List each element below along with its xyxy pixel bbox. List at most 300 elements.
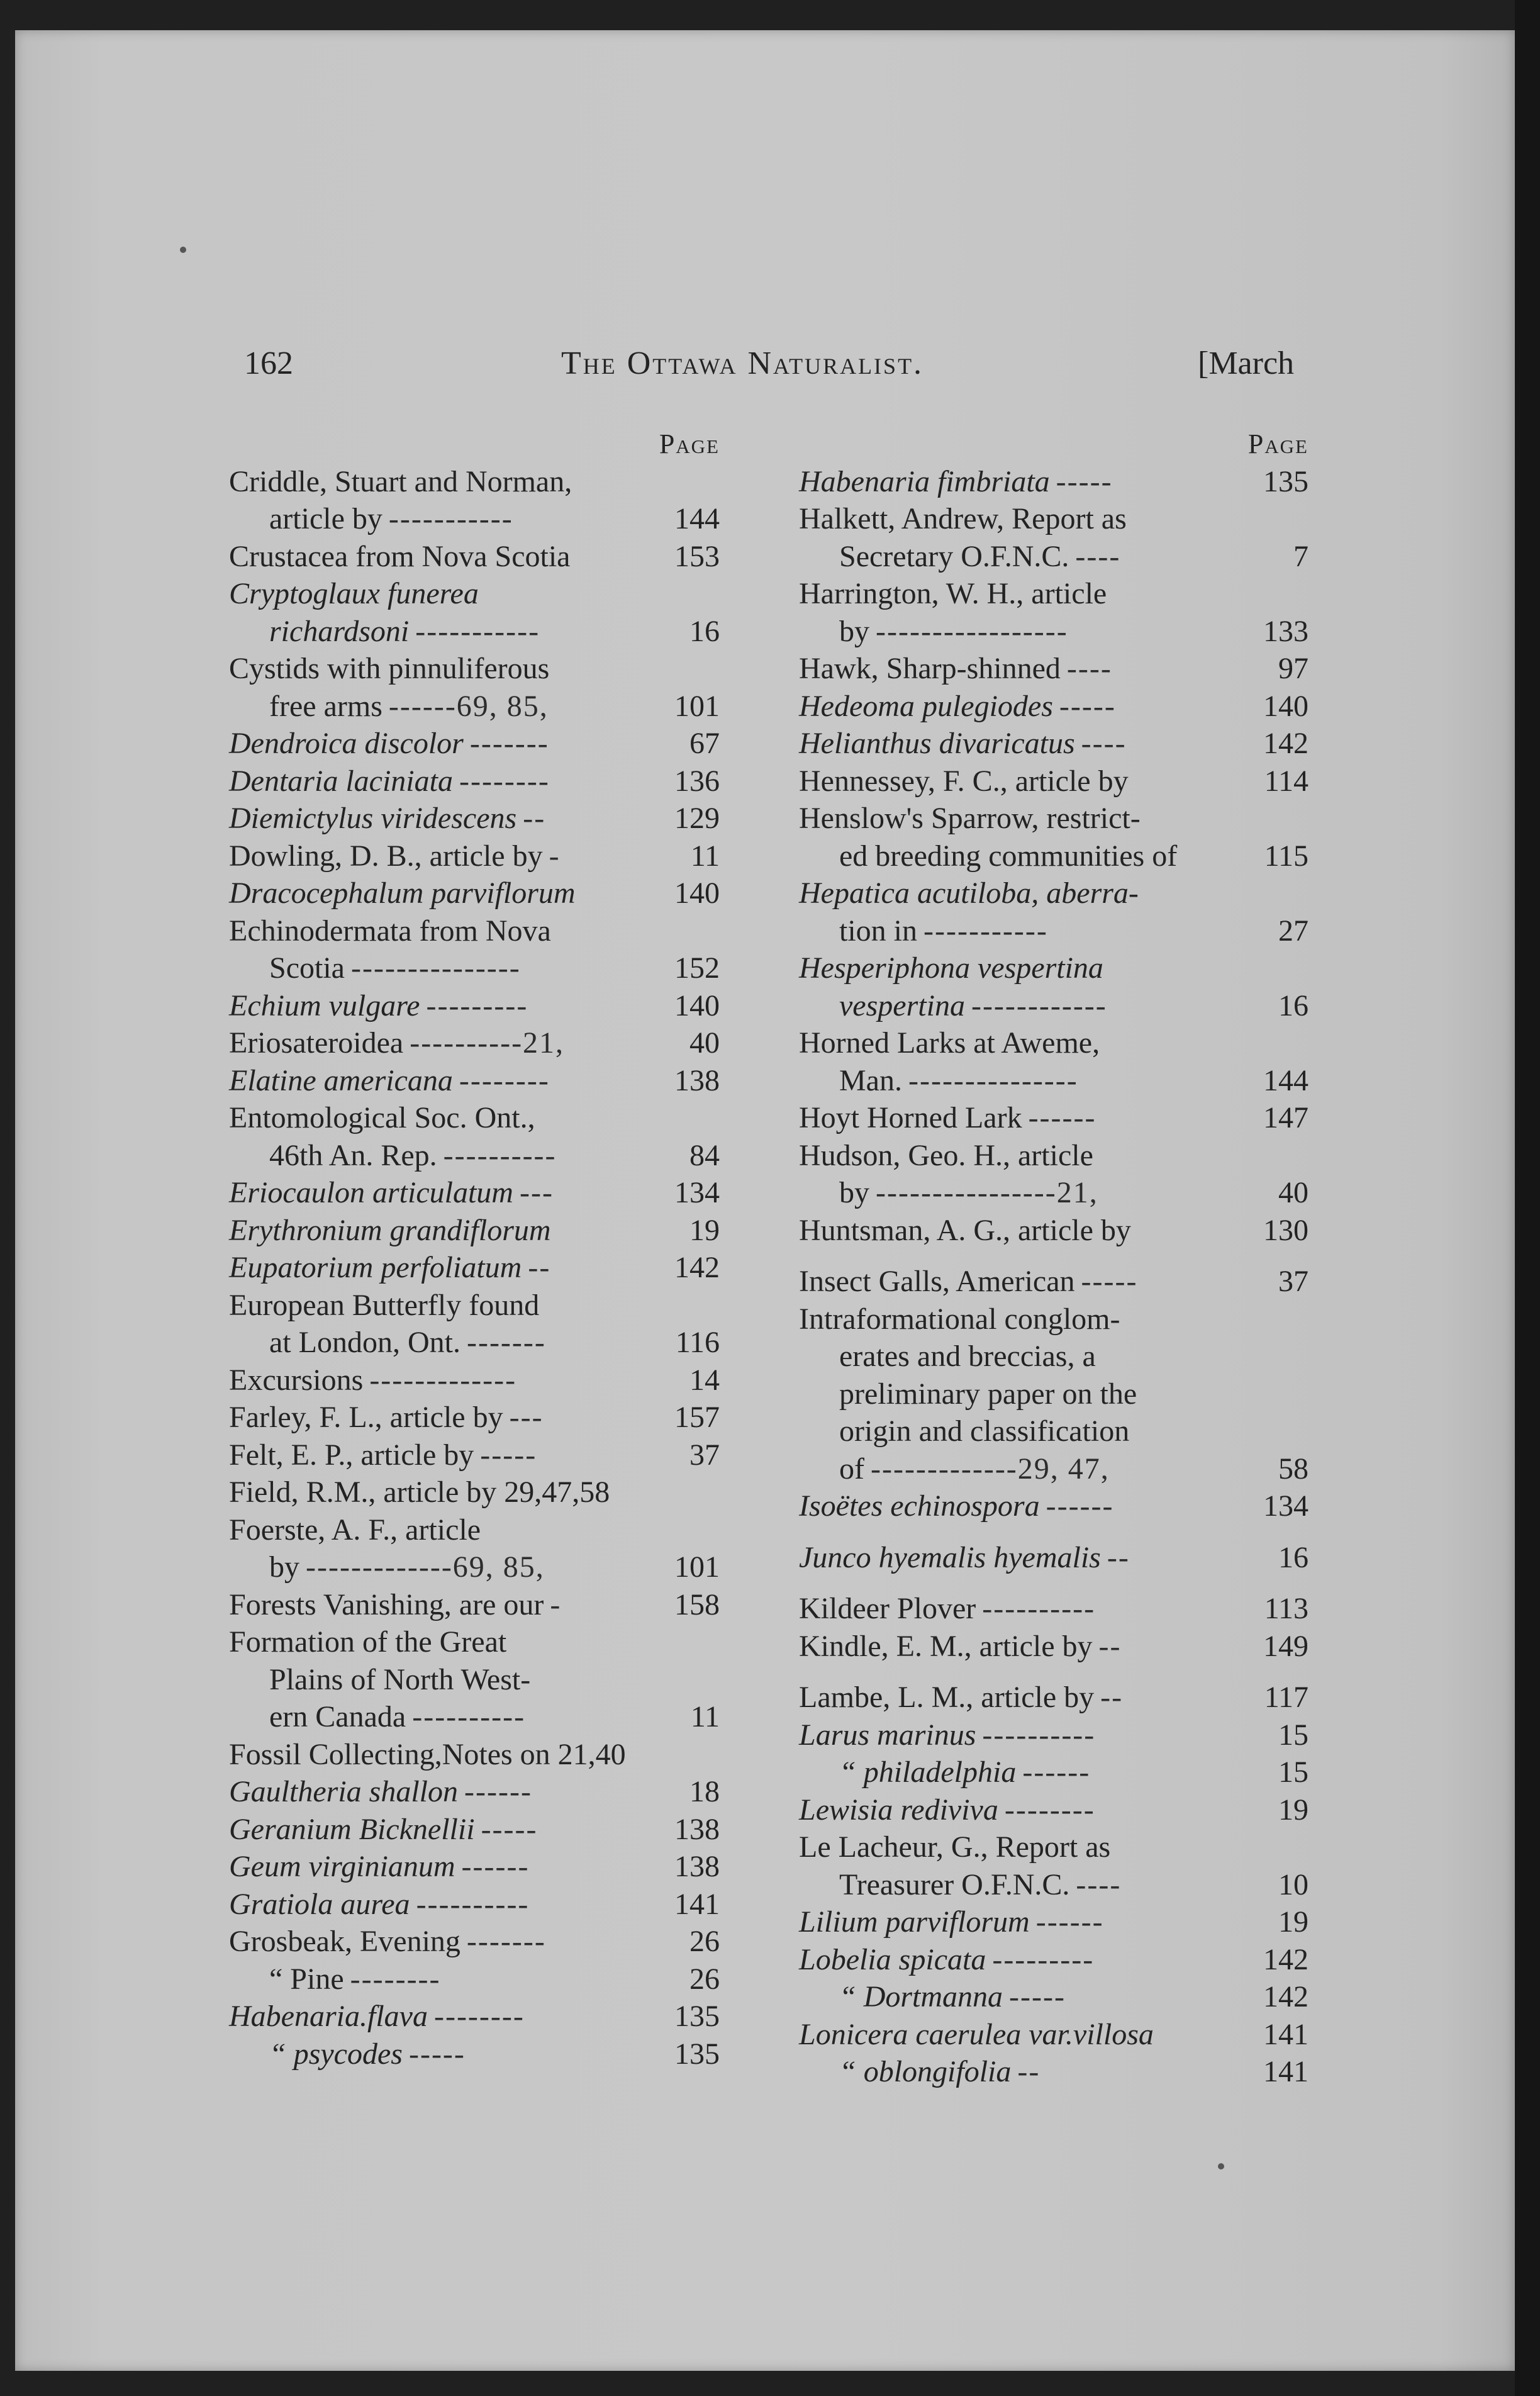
dot-leader: ------------	[971, 988, 1107, 1022]
index-entry	[229, 875, 720, 912]
entry-text: Plains of North West-	[269, 1662, 531, 1696]
index-entry	[799, 1263, 1308, 1301]
entry-text: Secretary O.F.N.C.	[839, 539, 1069, 573]
page-reference: 101	[674, 1550, 720, 1584]
entry-text: Cryptoglaux funerea	[229, 577, 479, 610]
dot-leader: ------	[461, 1850, 530, 1883]
index-entry	[799, 1450, 1308, 1488]
entry-text: Lonicera caerulea var.villosa	[799, 2017, 1154, 2051]
index-entry	[229, 1886, 720, 1923]
entry-text: Lobelia spicata	[799, 1942, 986, 1976]
page-reference: 84	[689, 1138, 720, 1172]
entry-text: Dracocephalum parviflorum	[229, 876, 576, 910]
index-entry	[799, 1903, 1308, 1941]
entry-text: Farley, F. L., article by	[229, 1401, 503, 1434]
entry-text: Erythronium grandiflorum	[229, 1213, 551, 1247]
index-entry	[799, 1978, 1308, 2016]
entry-text: “ psycodes	[269, 2037, 403, 2071]
index-entry	[229, 1249, 720, 1287]
page-reference: 97	[1278, 652, 1308, 685]
page-reference: 116	[675, 1326, 720, 1359]
index-entry	[799, 1716, 1308, 1754]
entry-text: Kildeer Plover	[799, 1592, 976, 1625]
entry-text: Dentaria laciniata	[229, 764, 453, 798]
dot-leader: ---------------	[350, 951, 521, 985]
index-entry	[229, 1586, 720, 1624]
running-header	[0, 345, 1540, 395]
page-reference: 16	[689, 614, 720, 648]
page-reference: 152	[674, 951, 720, 985]
page-reference: 37	[1278, 1265, 1308, 1298]
page-reference: 67	[689, 727, 720, 760]
page-reference: 19	[689, 1213, 720, 1247]
entry-text: Elatine americana	[229, 1063, 453, 1097]
index-entry	[229, 1324, 720, 1362]
entry-text: Horned Larks at Aweme,	[799, 1026, 1100, 1060]
entry-text: Lilium parviflorum	[799, 1905, 1030, 1939]
entry-text: Man.	[839, 1063, 902, 1097]
index-entry	[229, 1174, 720, 1212]
entry-text: Eriosateroidea	[229, 1026, 404, 1060]
index-entry	[229, 500, 720, 538]
entry-text: Intraformational conglom-	[799, 1302, 1120, 1336]
entry-text: Hoyt Horned Lark	[799, 1101, 1022, 1134]
page-reference: 58	[1278, 1452, 1308, 1486]
index-entry	[229, 1961, 720, 1998]
entry-text: Excursions	[229, 1363, 364, 1397]
dot-leader: ----------------21,	[876, 1176, 1098, 1209]
dot-leader: ----------	[982, 1592, 1096, 1625]
index-entry	[799, 575, 1308, 613]
page-number: 162	[244, 345, 293, 381]
page-reference: 140	[674, 988, 720, 1022]
index-entry	[229, 1062, 720, 1100]
entry-text: by	[839, 614, 869, 648]
entry-text: Gaultheria shallon	[229, 1775, 459, 1808]
entry-text: Hudson, Geo. H., article	[799, 1138, 1093, 1172]
index-entry	[229, 1399, 720, 1436]
entry-text: by	[839, 1176, 869, 1209]
dot-leader: -----------------	[876, 614, 1068, 648]
page-reference: 142	[674, 1251, 720, 1284]
index-entry	[229, 1511, 720, 1549]
entry-text: Dowling, D. B., article by	[229, 839, 543, 873]
page-reference: 138	[674, 1063, 720, 1097]
index-entry	[799, 912, 1308, 950]
dot-leader: --------	[459, 764, 550, 798]
index-entry	[799, 1099, 1308, 1137]
entry-text: Habenaria fimbriata	[799, 464, 1050, 498]
index-entry	[229, 688, 720, 725]
entry-text: preliminary paper on the	[839, 1377, 1137, 1411]
entry-text: Diemictylus viridescens	[229, 802, 517, 835]
entry-text: Habenaria.flava	[229, 2000, 428, 2033]
index-column-right	[799, 425, 1308, 2091]
index-entry	[799, 463, 1308, 501]
dot-leader: --	[1107, 1540, 1130, 1574]
entry-text: “ Pine	[269, 1962, 344, 1996]
index-entry	[229, 575, 720, 613]
entry-text: Criddle, Stuart and Norman,	[229, 464, 572, 498]
entry-text: article by	[269, 502, 382, 535]
dot-leader: -----------	[415, 614, 540, 648]
entry-text: Crustacea from Nova Scotia	[229, 539, 571, 573]
page-reference: 26	[689, 1925, 720, 1958]
speck	[1218, 2163, 1224, 2169]
dot-leader: ----------	[412, 1700, 526, 1733]
page-reference: 26	[689, 1962, 720, 1996]
page-reference: 153	[674, 539, 720, 573]
page-reference: 15	[1278, 1718, 1308, 1752]
dot-leader: --	[528, 1251, 551, 1284]
dot-leader: -----	[1059, 689, 1116, 723]
dot-leader: --	[1017, 2055, 1041, 2088]
entry-text: Eupatorium perfoliatum	[229, 1251, 522, 1284]
page-reference: 37	[689, 1438, 720, 1472]
dot-leader: ---------	[426, 988, 528, 1022]
entry-text: Field, R.M., article by 29,47,58	[229, 1475, 610, 1509]
entry-text: Forests Vanishing, are our	[229, 1587, 544, 1621]
dot-leader: -------------69, 85,	[306, 1550, 545, 1584]
index-entry	[799, 1375, 1308, 1413]
page-reference: 142	[1263, 727, 1308, 760]
page-reference: 157	[674, 1401, 720, 1434]
entry-text: Echium vulgare	[229, 988, 420, 1022]
entry-text: Entomological Soc. Ont.,	[229, 1101, 535, 1134]
entry-text: Le Lacheur, G., Report as	[799, 1830, 1111, 1864]
entry-text: Echinodermata from Nova	[229, 914, 551, 948]
entry-text: Treasurer O.F.N.C.	[839, 1867, 1070, 1901]
index-entry	[799, 1941, 1308, 1979]
entry-text: Halkett, Andrew, Report as	[799, 502, 1127, 535]
dot-leader: ------	[464, 1775, 532, 1808]
entry-text: Hesperiphona vespertina	[799, 951, 1103, 985]
entry-text: Felt, E. P., article by	[229, 1438, 474, 1472]
page-reference: 140	[674, 876, 720, 910]
entry-text: Huntsman, A. G., article by	[799, 1213, 1131, 1247]
index-entry	[799, 875, 1308, 912]
dot-leader: ------	[1028, 1101, 1096, 1134]
page-column-heading: Page	[659, 428, 720, 459]
entry-text: Geranium Bicknellii	[229, 1812, 475, 1846]
dot-leader: ----------	[416, 1887, 530, 1921]
page-reference: 18	[689, 1775, 720, 1808]
entry-text: Gratiola aurea	[229, 1887, 410, 1921]
index-entry	[229, 763, 720, 800]
page-reference: 134	[674, 1176, 720, 1209]
entry-text: “ oblongifolia	[839, 2055, 1012, 2088]
entry-gap	[799, 1665, 1308, 1679]
entry-text: Harrington, W. H., article	[799, 577, 1107, 610]
entry-text: vespertina	[839, 988, 965, 1022]
entry-text: Eriocaulon articulatum	[229, 1176, 513, 1209]
dot-leader: ---------------	[908, 1063, 1078, 1097]
index-entry	[799, 688, 1308, 725]
dot-leader: ----	[1066, 652, 1112, 685]
dot-leader: --	[523, 802, 546, 835]
entry-text: richardsoni	[269, 614, 410, 648]
dot-leader: -	[549, 839, 561, 873]
entry-text: Henslow's Sparrow, restrict-	[799, 802, 1141, 835]
index-entry	[799, 1137, 1308, 1175]
page-reference: 141	[1263, 2055, 1308, 2088]
entry-text: Grosbeak, Evening	[229, 1925, 460, 1958]
page-reference: 141	[1263, 2017, 1308, 2051]
entry-text: Junco hyemalis hyemalis	[799, 1540, 1101, 1574]
dot-leader: -	[550, 1587, 562, 1621]
page-reference: 142	[1263, 1942, 1308, 1976]
entry-text: European Butterfly found	[229, 1288, 540, 1322]
page-reference: 14	[689, 1363, 720, 1397]
page-reference: 7	[1293, 539, 1308, 573]
index-entry	[799, 1754, 1308, 1791]
dot-leader: ----	[1076, 1867, 1122, 1901]
dot-leader: -----	[481, 1812, 538, 1846]
index-entry	[229, 1024, 720, 1062]
dot-leader: --------	[1004, 1793, 1095, 1827]
page-reference: 144	[1263, 1063, 1308, 1097]
index-entry	[229, 1137, 720, 1175]
dot-leader: -----	[408, 2037, 466, 2071]
index-entry	[799, 1628, 1308, 1665]
index-entry	[799, 800, 1308, 837]
index-entry	[229, 2035, 720, 2073]
dot-leader: ----------21,	[410, 1026, 565, 1060]
entry-text: Larus marinus	[799, 1718, 976, 1752]
dot-leader: --	[1098, 1629, 1122, 1663]
page-reference: 16	[1278, 988, 1308, 1022]
index-entry	[229, 1362, 720, 1399]
index-entry	[799, 613, 1308, 651]
index-entry	[229, 1998, 720, 2035]
index-entry	[799, 725, 1308, 763]
index-entry	[229, 613, 720, 651]
page-reference: 115	[1264, 839, 1308, 873]
index-entry	[229, 987, 720, 1025]
index-entry	[229, 912, 720, 950]
page-reference: 15	[1278, 1755, 1308, 1789]
page-reference: 138	[674, 1850, 720, 1883]
index-entry	[229, 1736, 720, 1774]
index-entry	[229, 463, 720, 501]
page-reference: 114	[1264, 764, 1308, 798]
entry-text: at London, Ont.	[269, 1326, 460, 1359]
index-entry	[229, 1099, 720, 1137]
page-reference: 19	[1278, 1905, 1308, 1939]
dot-leader: -----	[1009, 1980, 1066, 2013]
page-reference: 138	[674, 1812, 720, 1846]
entry-text: Kindle, E. M., article by	[799, 1629, 1093, 1663]
index-entry	[229, 837, 720, 875]
index-entry	[229, 1548, 720, 1586]
entry-text: Lambe, L. M., article by	[799, 1681, 1095, 1714]
dot-leader: ----------	[443, 1138, 557, 1172]
index-entry	[799, 1791, 1308, 1829]
page-reference: 144	[674, 502, 720, 535]
index-entry	[229, 1474, 720, 1511]
page-reference: 135	[674, 2000, 720, 2033]
entry-text: Insect Galls, American	[799, 1265, 1075, 1298]
entry-text: ed breeding communities of	[839, 839, 1178, 873]
entry-text: tion in	[839, 914, 918, 948]
dot-leader: -------------29, 47,	[870, 1452, 1110, 1486]
dot-leader: -----	[1056, 464, 1113, 498]
index-entry	[799, 538, 1308, 576]
dot-leader: -------	[466, 1925, 546, 1958]
entry-text: 46th An. Rep.	[269, 1138, 437, 1172]
entry-text: Isoëtes echinospora	[799, 1489, 1040, 1523]
page-reference: 158	[674, 1587, 720, 1621]
entry-text: origin and classification	[839, 1414, 1130, 1448]
dot-leader: ------69, 85,	[388, 689, 549, 723]
entry-text: ern Canada	[269, 1700, 406, 1733]
index-entry	[799, 1024, 1308, 1062]
page-reference: 135	[674, 2037, 720, 2071]
page-reference: 16	[1278, 1540, 1308, 1574]
page-reference: 141	[674, 1887, 720, 1921]
page-reference: 136	[674, 764, 720, 798]
index-entry	[799, 987, 1308, 1025]
page-reference: 134	[1263, 1489, 1308, 1523]
index-entry	[799, 1413, 1308, 1450]
index-entry	[799, 1679, 1308, 1716]
entry-text: Lewisia rediviva	[799, 1793, 998, 1827]
index-entry	[799, 1062, 1308, 1100]
entry-text: Dendroica discolor	[229, 727, 464, 760]
index-entry	[229, 800, 720, 837]
index-entry	[799, 1866, 1308, 1904]
entry-text: free arms	[269, 689, 382, 723]
page-reference: 11	[690, 1700, 720, 1733]
index-entry	[799, 650, 1308, 688]
index-entry	[229, 725, 720, 763]
page-column-heading: Page	[1247, 428, 1308, 459]
entry-text: erates and breccias, a	[839, 1340, 1096, 1373]
page-reference: 135	[1263, 464, 1308, 498]
entry-text: Geum virginianum	[229, 1850, 455, 1883]
entry-text: Formation of the Great	[229, 1625, 507, 1659]
dot-leader: ---	[519, 1176, 554, 1209]
index-entry	[229, 1811, 720, 1849]
page-reference: 130	[1263, 1213, 1308, 1247]
dot-leader: ------	[1035, 1905, 1104, 1939]
dot-leader: ---	[509, 1401, 544, 1434]
page-reference: 149	[1263, 1629, 1308, 1663]
page-reference: 27	[1278, 914, 1308, 948]
entry-text: “ philadelphia	[839, 1755, 1017, 1789]
dot-leader: ------	[1046, 1489, 1114, 1523]
dot-leader: --------	[350, 1962, 441, 1996]
dot-leader: ----------	[982, 1718, 1096, 1752]
page-reference: 40	[1278, 1176, 1308, 1209]
index-entry	[229, 949, 720, 987]
index-entry	[799, 837, 1308, 875]
index-entry	[229, 1436, 720, 1474]
index-entry	[229, 1623, 720, 1661]
journal-title: The Ottawa Naturalist.	[561, 345, 924, 381]
index-entry	[799, 1174, 1308, 1212]
dot-leader: -------	[466, 1326, 546, 1359]
dot-leader: ----	[1081, 727, 1127, 760]
dot-leader: ------	[1022, 1755, 1091, 1789]
page-reference: 40	[689, 1026, 720, 1060]
index-entry	[229, 538, 720, 576]
index-entry	[229, 1287, 720, 1324]
index-entry	[799, 1212, 1308, 1250]
entry-text: Hawk, Sharp-shinned	[799, 652, 1061, 685]
entry-text: Hedeoma pulegiodes	[799, 689, 1053, 723]
entry-text: of	[839, 1452, 864, 1486]
page-reference: 142	[1263, 1980, 1308, 2013]
dot-leader: -------	[469, 727, 549, 760]
entry-gap	[799, 1576, 1308, 1590]
index-entry	[799, 1828, 1308, 1866]
dot-leader: -----------	[388, 502, 513, 535]
index-entry	[799, 2053, 1308, 2091]
index-entry	[799, 763, 1308, 800]
index-entry	[799, 500, 1308, 538]
index-entry	[229, 650, 720, 688]
index-entry	[799, 1487, 1308, 1525]
dot-leader: --	[1100, 1681, 1124, 1714]
index-entry	[229, 1212, 720, 1250]
dot-leader: ---------	[992, 1942, 1095, 1976]
page-reference: 101	[674, 689, 720, 723]
entry-text: “ Dortmanna	[839, 1980, 1003, 2013]
page-reference: 10	[1278, 1867, 1308, 1901]
page-reference: 117	[1264, 1681, 1308, 1714]
dot-leader: -----------	[923, 914, 1048, 948]
entry-gap	[799, 1249, 1308, 1263]
dot-leader: --------	[459, 1063, 550, 1097]
index-entry	[799, 1539, 1308, 1577]
entry-text: Foerste, A. F., article	[229, 1513, 481, 1547]
page-reference: 113	[1264, 1592, 1308, 1625]
dot-leader: -----	[480, 1438, 537, 1472]
index-entry	[229, 1848, 720, 1886]
dot-leader: --------	[433, 2000, 525, 2033]
index-entry	[799, 1338, 1308, 1375]
page-reference: 19	[1278, 1793, 1308, 1827]
entry-text: Hepatica acutiloba, aberra-	[799, 876, 1139, 910]
index-entry	[229, 1661, 720, 1699]
index-entry	[799, 2016, 1308, 2054]
dot-leader: ----	[1075, 539, 1121, 573]
index-entry	[229, 1773, 720, 1811]
entry-text: Fossil Collecting,Notes on 21,40	[229, 1737, 626, 1771]
index-entry	[799, 949, 1308, 987]
page-reference: 129	[674, 802, 720, 835]
entry-text: by	[269, 1550, 299, 1584]
entry-text: Scotia	[269, 951, 345, 985]
index-column-left	[229, 425, 720, 2073]
index-entry	[799, 1590, 1308, 1628]
page-reference: 140	[1263, 689, 1308, 723]
entry-gap	[799, 1525, 1308, 1539]
index-entry	[229, 1698, 720, 1736]
page-reference: 11	[690, 839, 720, 873]
dot-leader: -------------	[369, 1363, 517, 1397]
page-reference: 147	[1263, 1101, 1308, 1134]
page-reference: 133	[1263, 614, 1308, 648]
index-entry	[229, 1923, 720, 1961]
dot-leader: -----	[1081, 1265, 1138, 1298]
issue-month: [March	[1198, 345, 1295, 381]
entry-text: Cystids with pinnuliferous	[229, 652, 550, 685]
entry-text: Helianthus divaricatus	[799, 727, 1075, 760]
index-entry	[799, 1301, 1308, 1338]
speck	[180, 247, 186, 253]
